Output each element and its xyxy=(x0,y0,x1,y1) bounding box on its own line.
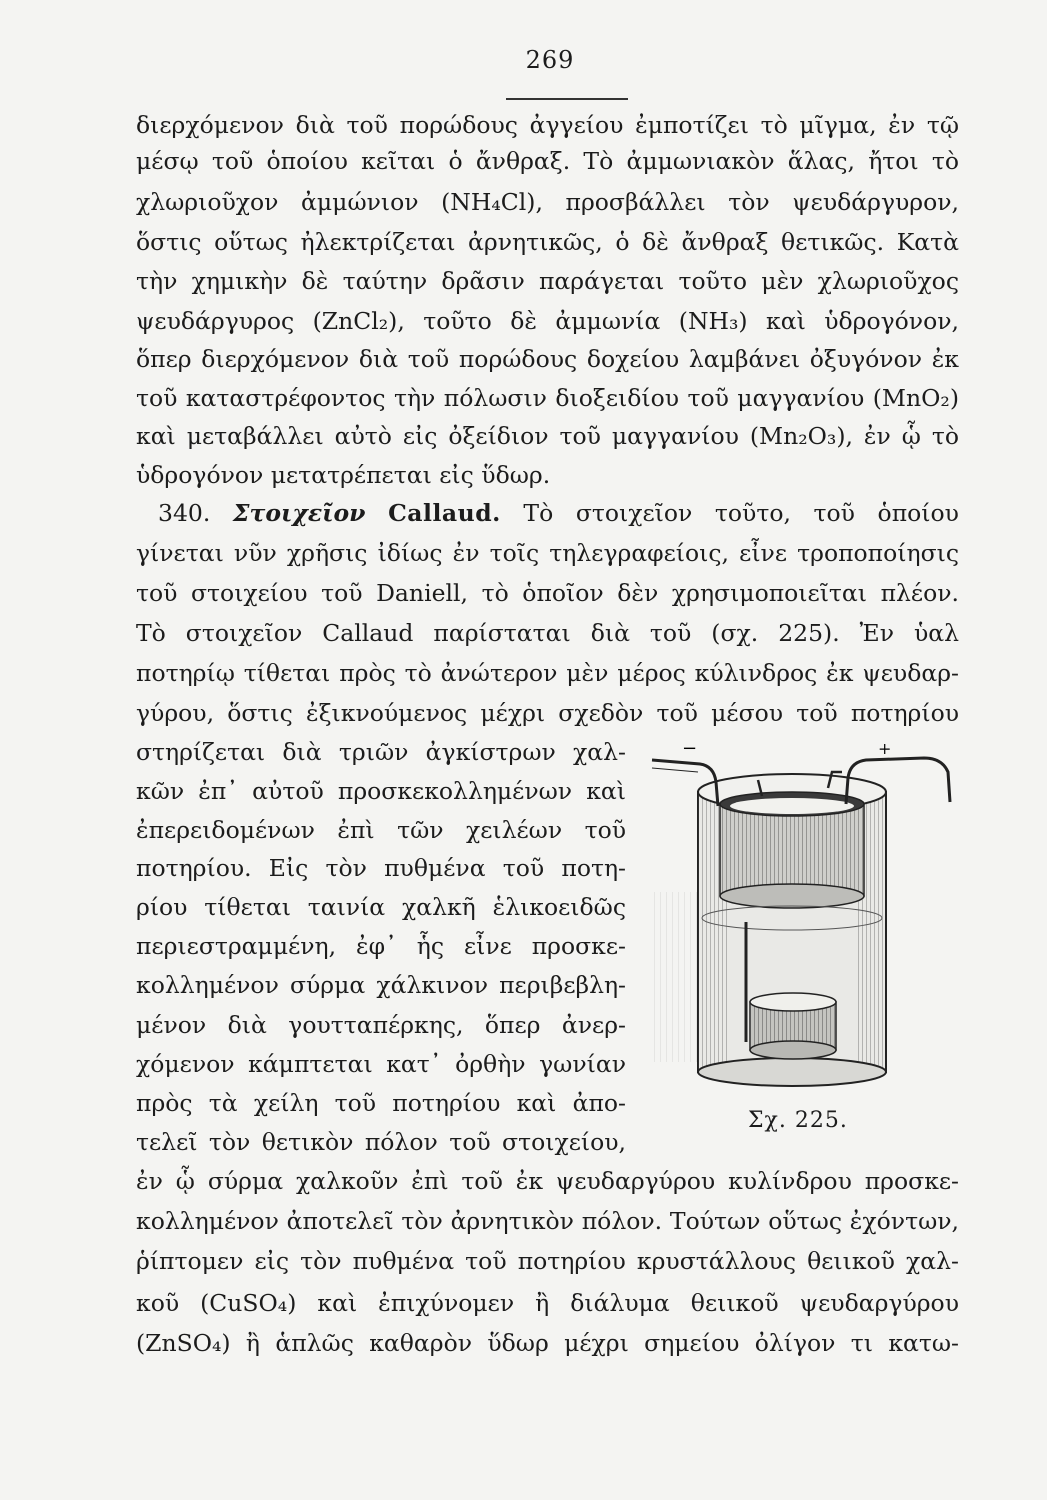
body-line: (ZnSO₄) ἢ ἁπλῶς καθαρὸν ὕδωρ μέχρι σημείου ὀλίγον τι κατω- xyxy=(136,1329,959,1357)
body-line: Τὸ στοιχεῖον Callaud παρίσταται διὰ τοῦ (σχ. 225). Ἐν ὑαλ xyxy=(136,619,959,647)
body-line: καὶ μεταβάλλει αὐτὸ εἰς ὀξείδιον τοῦ μαγγανίου (Mn₂O₃), ἐν ᾧ τὸ xyxy=(136,422,959,450)
body-line: ποτηρίου. Εἰς τὸν πυθμένα τοῦ ποτη- xyxy=(136,854,626,882)
body-line: χλωριοῦχον ἀμμώνιον (NH₄Cl), προσβάλλει τὸν ψευδάργυρον, xyxy=(136,188,959,216)
body-line: τελεῖ τὸν θετικὸν πόλον τοῦ στοιχείου, xyxy=(136,1128,626,1156)
body-line: ψευδάργυρος (ZnCl₂), τοῦτο δὲ ἀμμωνία (NH₃) καὶ ὑδρογόνον, xyxy=(136,307,959,335)
callaud-cell-illustration xyxy=(642,742,960,1110)
body-line: πρὸς τὰ χείλη τοῦ ποτηρίου καὶ ἀπο- xyxy=(136,1089,626,1117)
body-line: περιεστραμμένη, ἐφ᾽ ἧς εἶνε προσκε- xyxy=(136,932,626,960)
figure-caption: Σχ. 225. xyxy=(748,1108,848,1133)
section-number: 340. xyxy=(158,499,211,527)
callaud-cell-figure xyxy=(642,742,960,1110)
body-line: ὑδρογόνον μετατρέπεται εἰς ὕδωρ. xyxy=(136,461,551,489)
body-line: ἐν ᾧ σύρμα χαλκοῦν ἐπὶ τοῦ ἐκ ψευδαργύρου κυλίνδρου προσκε- xyxy=(136,1167,959,1195)
body-line: τὴν χημικὴν δὲ ταύτην δρᾶσιν παράγεται τοῦτο μὲν χλωριοῦχος xyxy=(136,267,959,295)
page-number-rule xyxy=(506,98,628,100)
body-line: κῶν ἐπ᾽ αὐτοῦ προσκεκολλημένων καὶ xyxy=(136,777,626,805)
body-line: κοῦ (CuSO₄) καὶ ἐπιχύνομεν ἢ διάλυμα θειικοῦ ψευδαργύρου xyxy=(136,1289,959,1317)
body-line: ἐπερειδομένων ἐπὶ τῶν χειλέων τοῦ xyxy=(136,816,626,844)
body-line: γίνεται νῦν χρῆσις ἰδίως ἐν τοῖς τηλεγραφείοις, εἶνε τροποποίησις xyxy=(136,539,959,567)
page-number: 269 xyxy=(525,46,575,74)
negative-pole-label: − xyxy=(682,742,698,759)
body-line: ῥίπτομεν εἰς τὸν πυθμένα τοῦ ποτηρίου κρυστάλλους θειικοῦ χαλ- xyxy=(136,1247,959,1275)
section-first-line: Τὸ στοιχεῖον τοῦτο, τοῦ ὁποίου xyxy=(523,499,959,527)
section-heading-line xyxy=(158,498,959,528)
body-line: ρίου τίθεται ταινία χαλκῆ ἑλικοειδῶς xyxy=(136,893,626,921)
body-line: στηρίζεται διὰ τριῶν ἀγκίστρων χαλ- xyxy=(136,738,626,766)
positive-pole-label: + xyxy=(878,742,892,758)
body-line: ποτηρίῳ τίθεται πρὸς τὸ ἀνώτερον μὲν μέρος κύλινδρος ἐκ ψευδαρ- xyxy=(136,659,959,687)
body-line: χόμενον κάμπτεται κατ᾽ ὀρθὴν γωνίαν xyxy=(136,1050,626,1078)
body-line: ὅπερ διερχόμενον διὰ τοῦ πορώδους δοχείου λαμβάνει ὀξυγόνον ἐκ xyxy=(136,345,959,373)
body-line: μένον διὰ γουτταπέρκης, ὅπερ ἀνερ- xyxy=(136,1011,626,1039)
body-line: γύρου, ὅστις ἐξικνούμενος μέχρι σχεδὸν τοῦ μέσου τοῦ ποτηρίου xyxy=(136,699,959,727)
body-line: κολλημένον σύρμα χάλκινον περιβεβλη- xyxy=(136,971,626,999)
section-heading: Στοιχεῖον xyxy=(232,499,366,527)
body-line: τοῦ στοιχείου τοῦ Daniell, τὸ ὁποῖον δὲν χρησιμοποιεῖται πλέον. xyxy=(136,579,959,607)
body-line: μέσῳ τοῦ ὁποίου κεῖται ὁ ἄνθραξ. Τὸ ἀμμωνιακὸν ἅλας, ἤτοι τὸ xyxy=(136,147,959,175)
section-name: Callaud. xyxy=(388,499,501,527)
body-line: τοῦ καταστρέφοντος τὴν πόλωσιν διοξειδίου τοῦ μαγγανίου (MnO₂) xyxy=(136,384,959,412)
body-line: διερχόμενον διὰ τοῦ πορώδους ἀγγείου ἐμποτίζει τὸ μῖγμα, ἐν τῷ xyxy=(136,111,959,139)
body-line: ὅστις οὕτως ἠλεκτρίζεται ἀρνητικῶς, ὁ δὲ ἄνθραξ θετικῶς. Κατὰ xyxy=(136,228,959,256)
body-line: κολλημένον ἀποτελεῖ τὸν ἀρνητικὸν πόλον. Τούτων οὕτως ἐχόντων, xyxy=(136,1207,959,1235)
